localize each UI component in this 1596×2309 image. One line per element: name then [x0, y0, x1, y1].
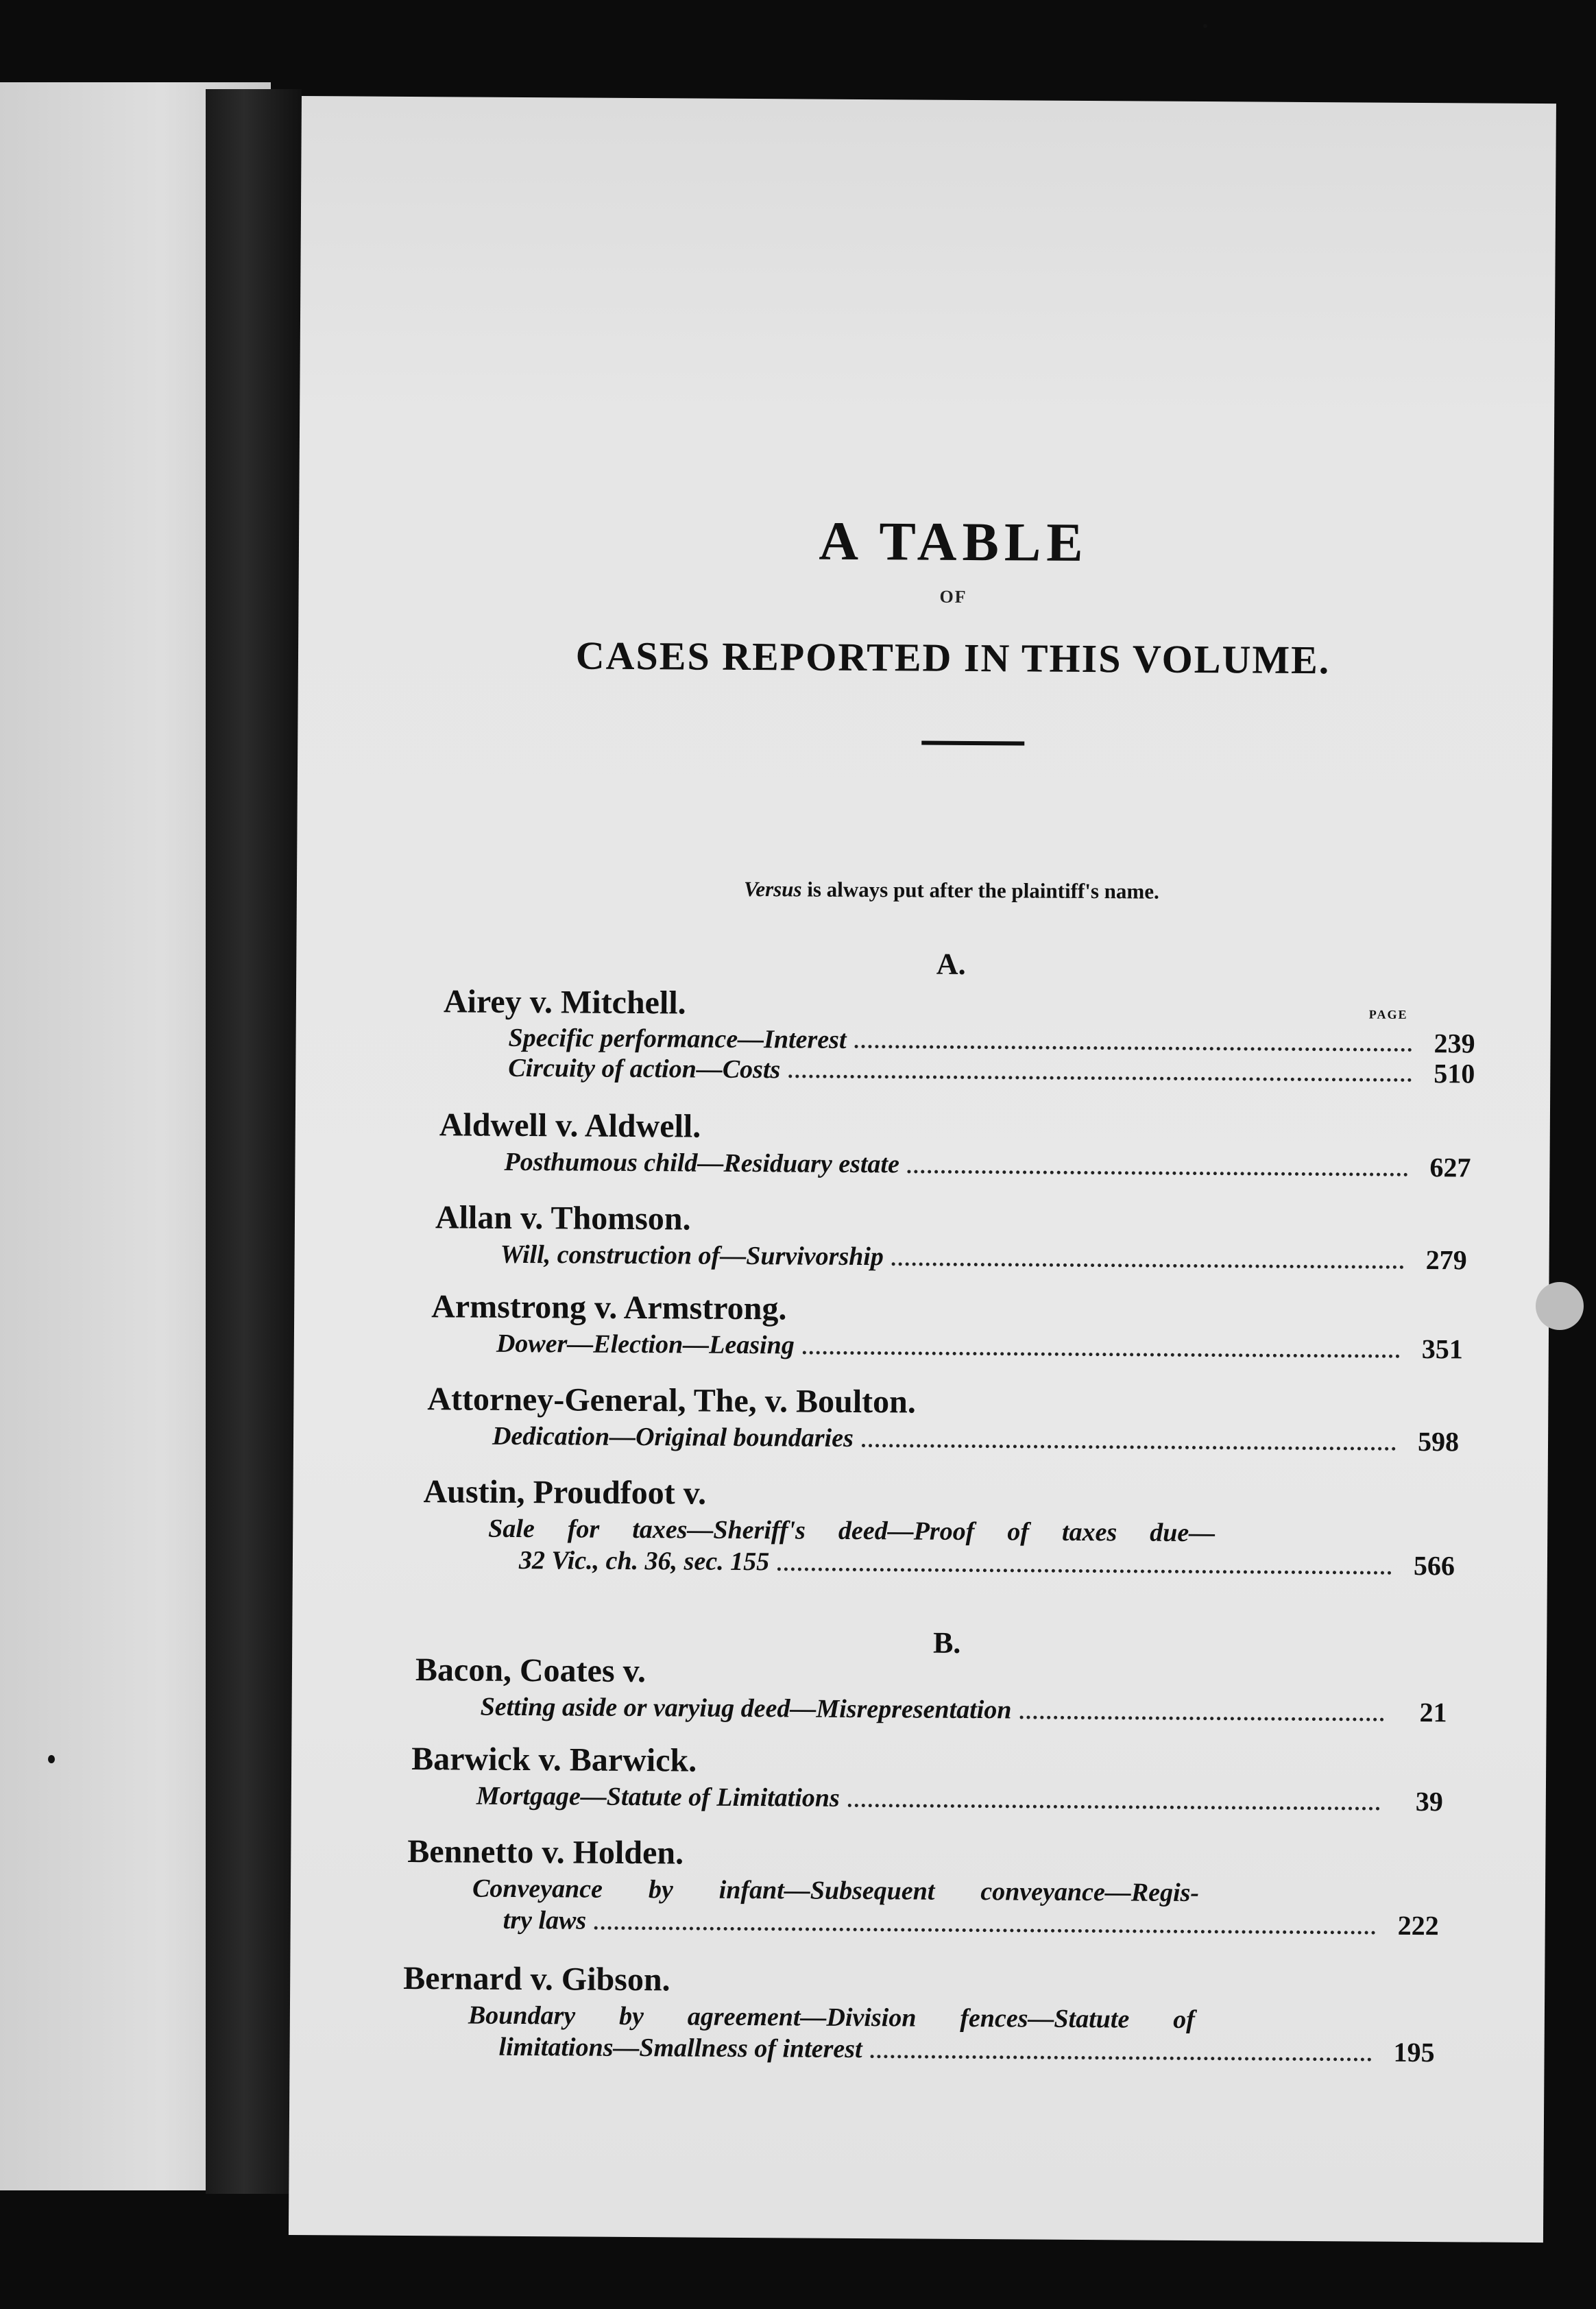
leader-dots — [777, 1567, 1392, 1574]
page-title: A TABLE — [819, 511, 1089, 574]
case-page-number: 510 — [1434, 1058, 1475, 1089]
case-name: Attorney-General, The, v. Boulton. — [427, 1381, 916, 1421]
case-subject-line — [492, 1421, 1459, 1458]
case-subject-line — [488, 1545, 1455, 1582]
case-subject: Dower—Election—Leasing — [496, 1329, 795, 1360]
leader-dots — [862, 1444, 1396, 1451]
case-page-number: 566 — [1413, 1549, 1455, 1582]
document-page — [289, 96, 1556, 2242]
versus-note — [420, 875, 1483, 906]
page-content — [403, 97, 1488, 2068]
section-letter-a: A. — [936, 947, 966, 981]
case-subject-line — [508, 1053, 1475, 1089]
case-subject: Will, construction of—Survivorship — [500, 1240, 884, 1272]
case-name: Austin, Proudfoot v. — [423, 1473, 707, 1512]
case-page-number: 39 — [1415, 1785, 1443, 1817]
case-entry — [439, 1104, 1502, 1183]
book-gutter — [206, 89, 302, 2194]
case-subject-block — [468, 2000, 1435, 2069]
case-page-number: 239 — [1434, 1028, 1475, 1059]
ink-speck — [1203, 24, 1207, 28]
leader-dots — [854, 1045, 1412, 1052]
page-column-label: PAGE — [1368, 1007, 1408, 1021]
case-entry — [431, 1286, 1495, 1365]
case-subject: Dedication—Original boundaries — [492, 1421, 854, 1453]
case-entry — [427, 1379, 1490, 1458]
case-name: Bennetto v. Holden. — [407, 1833, 684, 1872]
case-subject-continued: try laws — [503, 1905, 587, 1935]
leader-dots — [871, 2055, 1372, 2061]
case-name: Allan v. Thomson. — [435, 1199, 691, 1237]
case-subject-line — [500, 1239, 1467, 1277]
case-page-number: 222 — [1397, 1909, 1439, 1942]
case-name: Bernard v. Gibson. — [403, 1959, 670, 1998]
case-entry — [411, 1739, 1475, 1817]
case-subject: Mortgage—Statute of Limitations — [476, 1781, 840, 1813]
case-subject-block — [488, 1513, 1455, 1582]
case-page-number: 279 — [1425, 1244, 1467, 1276]
versus-note-italic: Versus — [743, 876, 802, 902]
case-subject-line — [468, 2031, 1434, 2069]
case-subject: Specific performance—Interest — [508, 1023, 847, 1054]
case-subject-line — [496, 1328, 1463, 1366]
case-subject: Posthumous child—Residuary estate — [504, 1147, 900, 1179]
case-subject-continued: limitations—Smallness of interest — [498, 2032, 862, 2064]
case-page-number: 195 — [1393, 2036, 1435, 2068]
page-subtitle: CASES REPORTED IN THIS VOLUME. — [575, 633, 1331, 683]
case-name: Barwick v. Barwick. — [411, 1741, 697, 1779]
case-entry — [443, 981, 1506, 1089]
case-subject-line — [504, 1146, 1471, 1184]
case-subject-line — [481, 1691, 1447, 1729]
leader-dots — [908, 1170, 1408, 1176]
leader-dots — [803, 1351, 1400, 1357]
case-page-number: 21 — [1419, 1697, 1447, 1728]
case-name: Airey v. Mitchell. — [443, 983, 686, 1021]
case-name: Armstrong v. Armstrong. — [431, 1288, 787, 1327]
case-name: Aldwell v. Aldwell. — [439, 1107, 701, 1145]
case-subject-line — [472, 1905, 1439, 1942]
case-subject: Circuity of action—Costs — [508, 1053, 781, 1085]
paper-damage-mark — [1536, 1282, 1584, 1330]
case-subject-block — [472, 1873, 1440, 1942]
case-entry — [423, 1471, 1486, 1582]
section-letter-b: B. — [932, 1625, 961, 1660]
leader-dots — [892, 1262, 1404, 1269]
title-connector: OF — [939, 586, 967, 607]
leader-dots — [788, 1074, 1412, 1082]
ink-speck — [48, 1755, 55, 1763]
leader-dots — [1019, 1715, 1383, 1721]
case-name: Bacon, Coates v. — [415, 1652, 646, 1690]
case-page-number: 598 — [1417, 1425, 1460, 1458]
case-subject: Boundary by agreement—Division fences—Statute of — [468, 2000, 1196, 2035]
title-rule — [921, 741, 1024, 746]
case-subject: Conveyance by infant—Subsequent conveyance—Regis- — [472, 1874, 1200, 1908]
case-entry — [407, 1831, 1471, 1942]
leader-dots — [848, 1804, 1380, 1811]
versus-note-text: is always put after the plaintiff's name. — [801, 877, 1159, 904]
leader-dots — [594, 1926, 1376, 1935]
case-entry — [435, 1197, 1499, 1276]
case-page-number: 351 — [1421, 1333, 1464, 1365]
case-page-number: 627 — [1429, 1152, 1471, 1183]
case-subject-continued: 32 Vic., ch. 36, sec. 155 — [518, 1545, 770, 1577]
case-entry — [415, 1649, 1479, 1728]
case-entry — [402, 1958, 1466, 2068]
case-subject-line — [476, 1780, 1443, 1818]
case-subject: Setting aside or varyiug deed—Misrepresentation — [480, 1692, 1012, 1725]
case-subject: Sale for taxes—Sheriff's deed—Proof of taxes due— — [488, 1514, 1216, 1548]
